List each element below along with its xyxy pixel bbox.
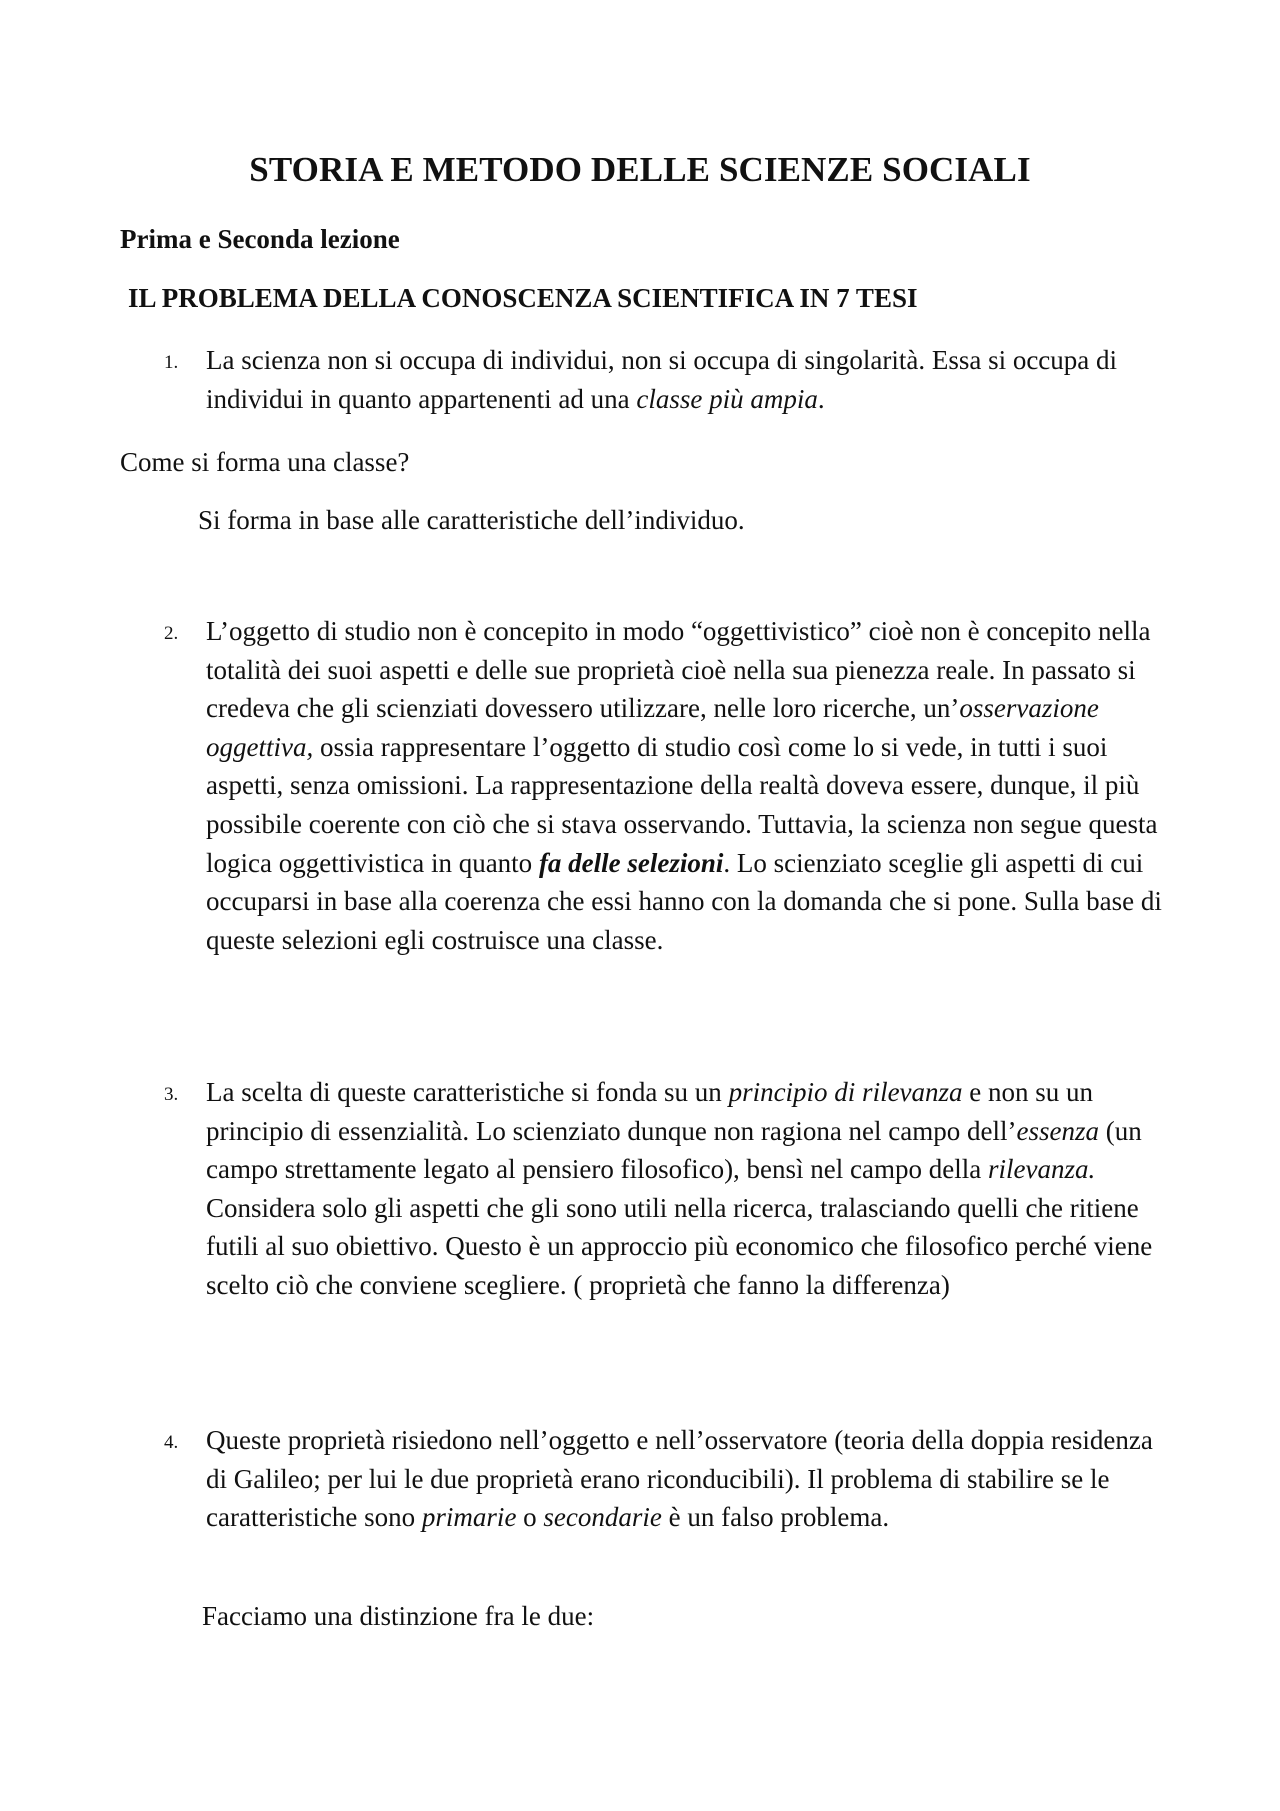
- thesis-item-3: [164, 1073, 1166, 1305]
- answer-text: Si forma in base alle caratteristiche dell’individuo.: [198, 505, 745, 535]
- item-text: . Lo scienziato sceglie gli aspetti di cui occuparsi in base alla coerenza che essi hanno con la domanda che si pone. Sulla base di queste selezioni egli costruisce una classe.: [206, 847, 1162, 955]
- item-text: è un falso problema.: [661, 1502, 890, 1533]
- item-number: 3.: [164, 1084, 179, 1105]
- thesis-item-2: [164, 612, 1166, 959]
- item-text: o: [516, 1502, 544, 1533]
- question-text: Come si forma una classe?: [120, 447, 410, 477]
- document-title: STORIA E METODO DELLE SCIENZE SOCIALI: [249, 150, 1031, 189]
- item-text-italic: rilevanza.: [987, 1154, 1096, 1185]
- closing-text: Facciamo una distinzione fra le due:: [202, 1601, 595, 1631]
- item-text: Considera solo gli aspetti che gli sono utili nella ricerca, tralasciando quelli che ritiene futili al suo obiettivo. Questo è un approccio più economico che filosofico perché viene scelto ciò che conviene scegliere. ( proprietà che fanno la differenza): [206, 1192, 1153, 1300]
- item-number: 2.: [164, 623, 179, 644]
- item-text-italic: principio di rilevanza: [728, 1077, 963, 1107]
- item-text-italic: classe più ampia: [636, 383, 818, 414]
- item-text-bold-italic: fa delle selezioni: [538, 847, 724, 878]
- item-text-italic: secondarie: [543, 1502, 662, 1533]
- item-text: (un campo strettamente legato al pensiero filosofico), bensì nel campo della: [206, 1115, 1142, 1185]
- thesis-item-1: [164, 341, 1166, 418]
- item-text: .: [817, 383, 825, 414]
- section-heading: IL PROBLEMA DELLA CONOSCENZA SCIENTIFICA IN 7 TESI: [128, 283, 918, 313]
- item-number: 1.: [164, 352, 179, 373]
- item-text-italic: essenza: [1016, 1115, 1099, 1146]
- item-text: La scelta di queste caratteristiche si fonda su un: [206, 1077, 729, 1107]
- item-text: L’oggetto di studio non è concepito in modo “oggettivistico” cioè non è concepito nella totalità dei suoi aspetti e delle sue proprietà cioè nella sua pienezza reale. In passato si credeva che gli scienziati dovessero utilizzare, nelle loro ricerche, un’: [206, 616, 1151, 724]
- item-text: La scienza non si occupa di individui, non si occupa di singolarità. Essa si occupa di individui in quanto appartenenti ad una: [206, 345, 1118, 414]
- item-text: e non su un principio di essenzialità. Lo scienziato dunque non ragiona nel campo dell’: [206, 1077, 1094, 1146]
- thesis-item-4: [164, 1421, 1166, 1537]
- item-number: 4.: [164, 1432, 179, 1453]
- lesson-subtitle: Prima e Seconda lezione: [120, 224, 400, 254]
- item-text: ossia rappresentare l’oggetto di studio così come lo si vede, in tutti i suoi aspetti, senza omissioni. La rappresentazione della realtà doveva essere, dunque, il più possibile coerente con ciò che si stava osservando. Tuttavia, la scienza non segue questa logica oggettivistica in quanto: [206, 731, 1158, 878]
- item-text: Queste proprietà risiedono nell’oggetto e nell’osservatore (teoria della doppia residenza di Galileo; per lui le due proprietà erano riconducibili). Il problema di stabilire se le caratteristiche sono: [206, 1425, 1153, 1533]
- item-text-italic: primarie: [421, 1502, 517, 1533]
- item-text-italic: osservazione oggettiva,: [206, 693, 1099, 762]
